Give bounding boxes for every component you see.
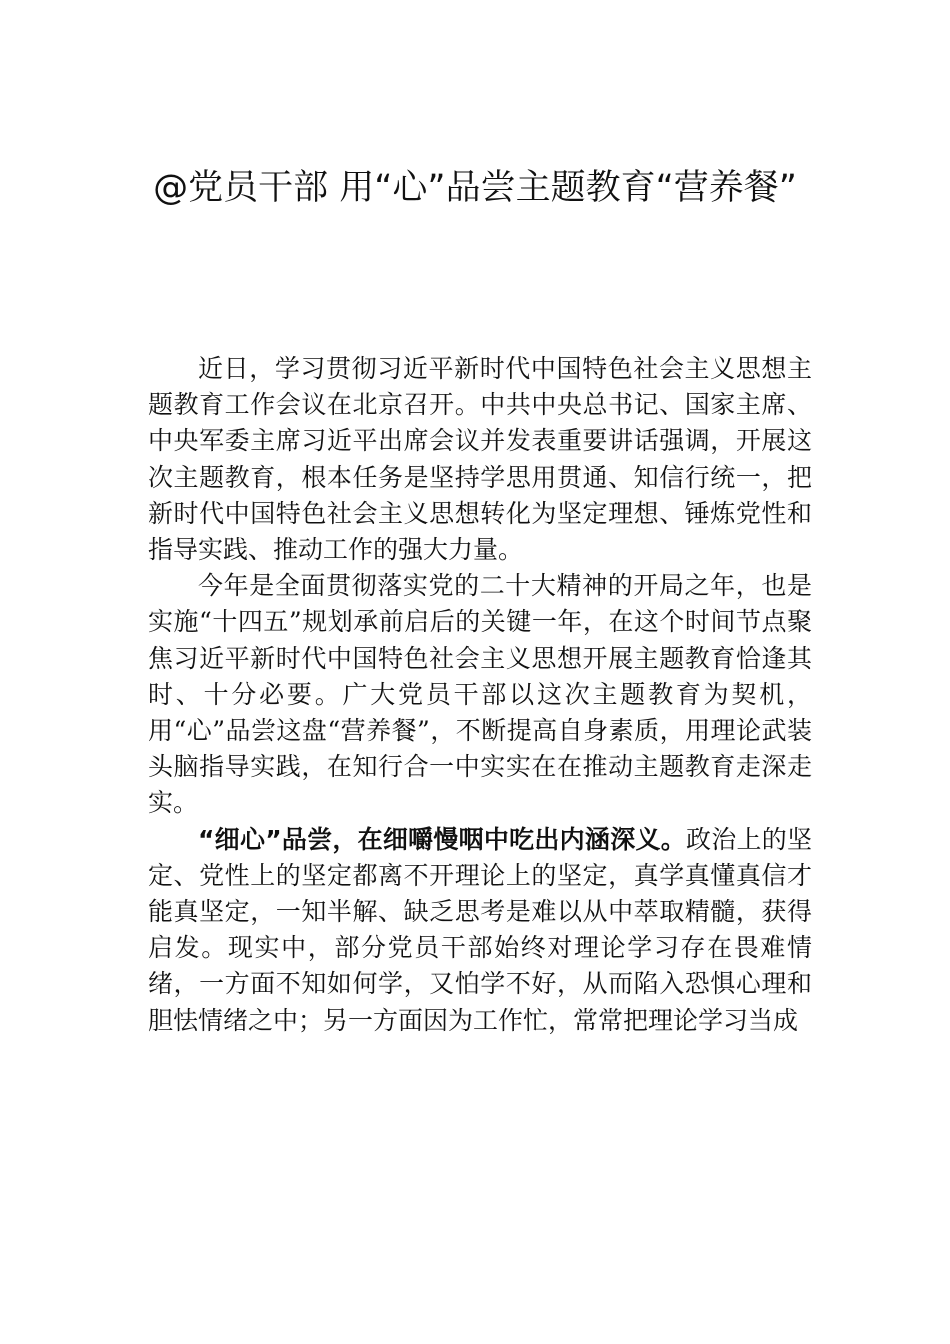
paragraph-3-lead: “细心”品尝，在细嚼慢咽中吃出内涵深义。 bbox=[198, 824, 686, 854]
page-title: @党员干部 用“心”品尝主题教育“营养餐” bbox=[153, 168, 797, 208]
paragraph-2: 今年是全面贯彻落实党的二十大精神的开局之年，也是实施“十四五”规划承前启后的关键一年，在这个时间节点聚焦习近平新时代中国特色社会主义思想开展主题教育恰逢其时、十分必要。广大党员干部以这次主题教育为契机， 用“心”品尝这盘“营养餐”，不断提高自身素质，用理论武装头脑指导实践，在知行合一中实实在在推动主题教育走深走实。 bbox=[148, 571, 812, 818]
paragraph-1: 近日，学习贯彻习近平新时代中国特色社会主义思想主题教育工作会议在北京召开。中共中央总书记、国家主席、 中央军委主席习近平出席会议并发表重要讲话强调，开展这次主题教育，根本任务是坚持学思用贯通、知信行统一，把新时代中国特色社会主义思想转化为坚定理想、锤炼党性和指导实践、推动工作的强大力量。 bbox=[148, 354, 812, 565]
paragraph-3-text: 政治上的坚定、党性上的坚定都离不开理论上的坚定，真学真懂真信才能真坚定，一知半解、缺乏思考是难以从中萃取精髓，获得启发。现实中，部分党员干部始终对理论学习存在畏难情绪，一方面不知如何学，又怕学不好，从而陷入恐惧心理和胆怯情绪之中；另一方面因为工作忙，常常把理论学习当成 bbox=[148, 824, 812, 1035]
article-body bbox=[148, 351, 812, 1039]
paragraph-3 bbox=[148, 822, 812, 1039]
